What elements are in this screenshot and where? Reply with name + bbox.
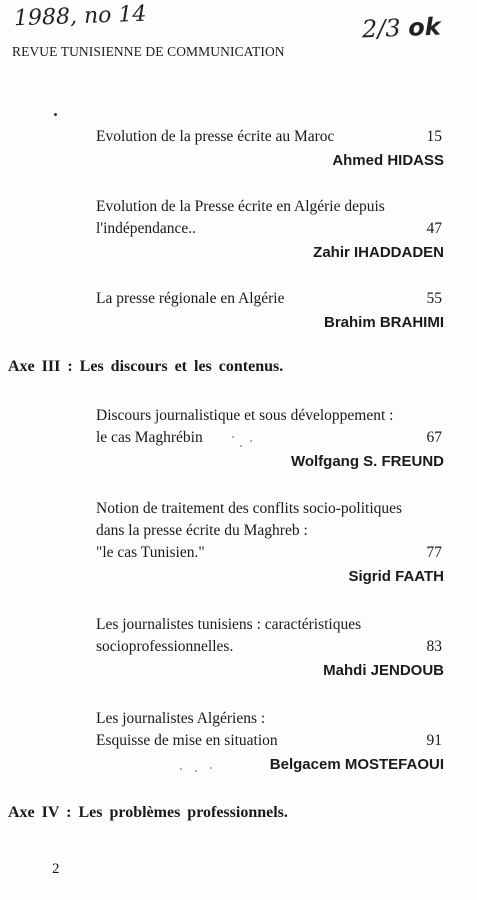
toc-entry-title-line	[96, 708, 446, 730]
toc-entry	[96, 614, 446, 682]
toc-entry-title-line	[96, 614, 446, 636]
toc-entry-title: Les journalistes tunisiens : caractéristiques	[96, 616, 362, 633]
toc-entry-title-line	[96, 218, 446, 240]
toc-entry-title-line	[96, 427, 446, 449]
toc-entry-title-line	[96, 288, 446, 310]
toc-entry-title: le cas Maghrébin	[96, 429, 203, 446]
scan-speck	[250, 440, 252, 442]
toc-entry-title: Notion de traitement des conflits socio-politiques	[96, 500, 403, 517]
toc-entry-title-line	[96, 542, 446, 564]
toc-entry-title: Esquisse de mise en situation	[96, 732, 278, 749]
toc-entry-title: Evolution de la presse écrite au Maroc	[96, 128, 335, 145]
toc-entry-title: dans la presse écrite du Maghreb :	[96, 522, 308, 539]
toc-entry	[96, 196, 446, 264]
toc-entry-title: l'indépendance..	[96, 220, 197, 237]
toc-entry-author: Brahim BRAHIMI	[323, 314, 444, 331]
toc-entry-page: 77	[426, 544, 442, 561]
journal-title: REVUE TUNISIENNE DE COMMUNICATION	[12, 44, 285, 59]
toc-entry-title: Discours journalistique et sous développement :	[96, 407, 394, 424]
toc-entry-author: Mahdi JENDOUB	[323, 662, 444, 679]
page-number: 2	[52, 861, 60, 877]
toc-entry-page: 55	[426, 290, 442, 307]
toc-entry-page: 15	[426, 128, 442, 145]
stray-mark	[54, 113, 57, 116]
section-heading-axe-3: Axe III : Les discours et les contenus.	[8, 358, 284, 375]
toc-entry	[96, 288, 446, 334]
toc-entry-author: Belgacem MOSTEFAOUI	[269, 756, 444, 773]
toc-entry-page: 47	[426, 220, 442, 237]
toc-entry-author: Ahmed HIDASS	[332, 152, 444, 169]
toc-entry-title-line	[96, 126, 446, 148]
scan-speck	[195, 770, 197, 772]
toc-entry-title: Evolution de la Presse écrite en Algérie depuis	[96, 198, 385, 215]
handwritten-ok: ok	[407, 12, 442, 42]
toc-entry-title: "le cas Tunisien."	[96, 544, 205, 561]
toc-entry	[96, 708, 446, 776]
toc-entry-author: Wolfgang S. FREUND	[290, 453, 444, 470]
handwritten-note-issue: 1988, no 14	[13, 1, 147, 32]
scan-speck	[210, 767, 212, 769]
toc-entry-title-line	[96, 730, 446, 752]
toc-entry-author: Sigrid FAATH	[348, 568, 444, 585]
scan-speck	[240, 445, 242, 447]
toc-entry-title: Les journalistes Algériens :	[96, 710, 266, 727]
section-heading-axe-4: Axe IV : Les problèmes professionnels.	[8, 804, 288, 821]
handwritten-note-status	[362, 13, 442, 44]
toc-entry-title-line	[96, 520, 446, 542]
toc-entry	[96, 405, 446, 473]
toc-entry-title: socioprofessionnelles.	[96, 638, 234, 655]
toc-entry-page: 67	[426, 429, 442, 446]
toc-entry-title: La presse régionale en Algérie	[96, 290, 285, 307]
toc-entry-author: Zahir IHADDADEN	[313, 244, 444, 261]
toc-entry	[96, 498, 446, 588]
handwritten-fraction: 2/3	[361, 14, 402, 44]
toc-entry-title-line	[96, 636, 446, 658]
scan-speck	[180, 768, 182, 770]
toc-entry-title-line	[96, 405, 446, 427]
toc-entry-page: 91	[426, 732, 442, 749]
toc-entry-page: 83	[426, 638, 442, 655]
scan-speck	[232, 436, 234, 438]
toc-entry-title-line	[96, 196, 446, 218]
toc-entry	[96, 126, 446, 172]
toc-entry-title-line	[96, 498, 446, 520]
